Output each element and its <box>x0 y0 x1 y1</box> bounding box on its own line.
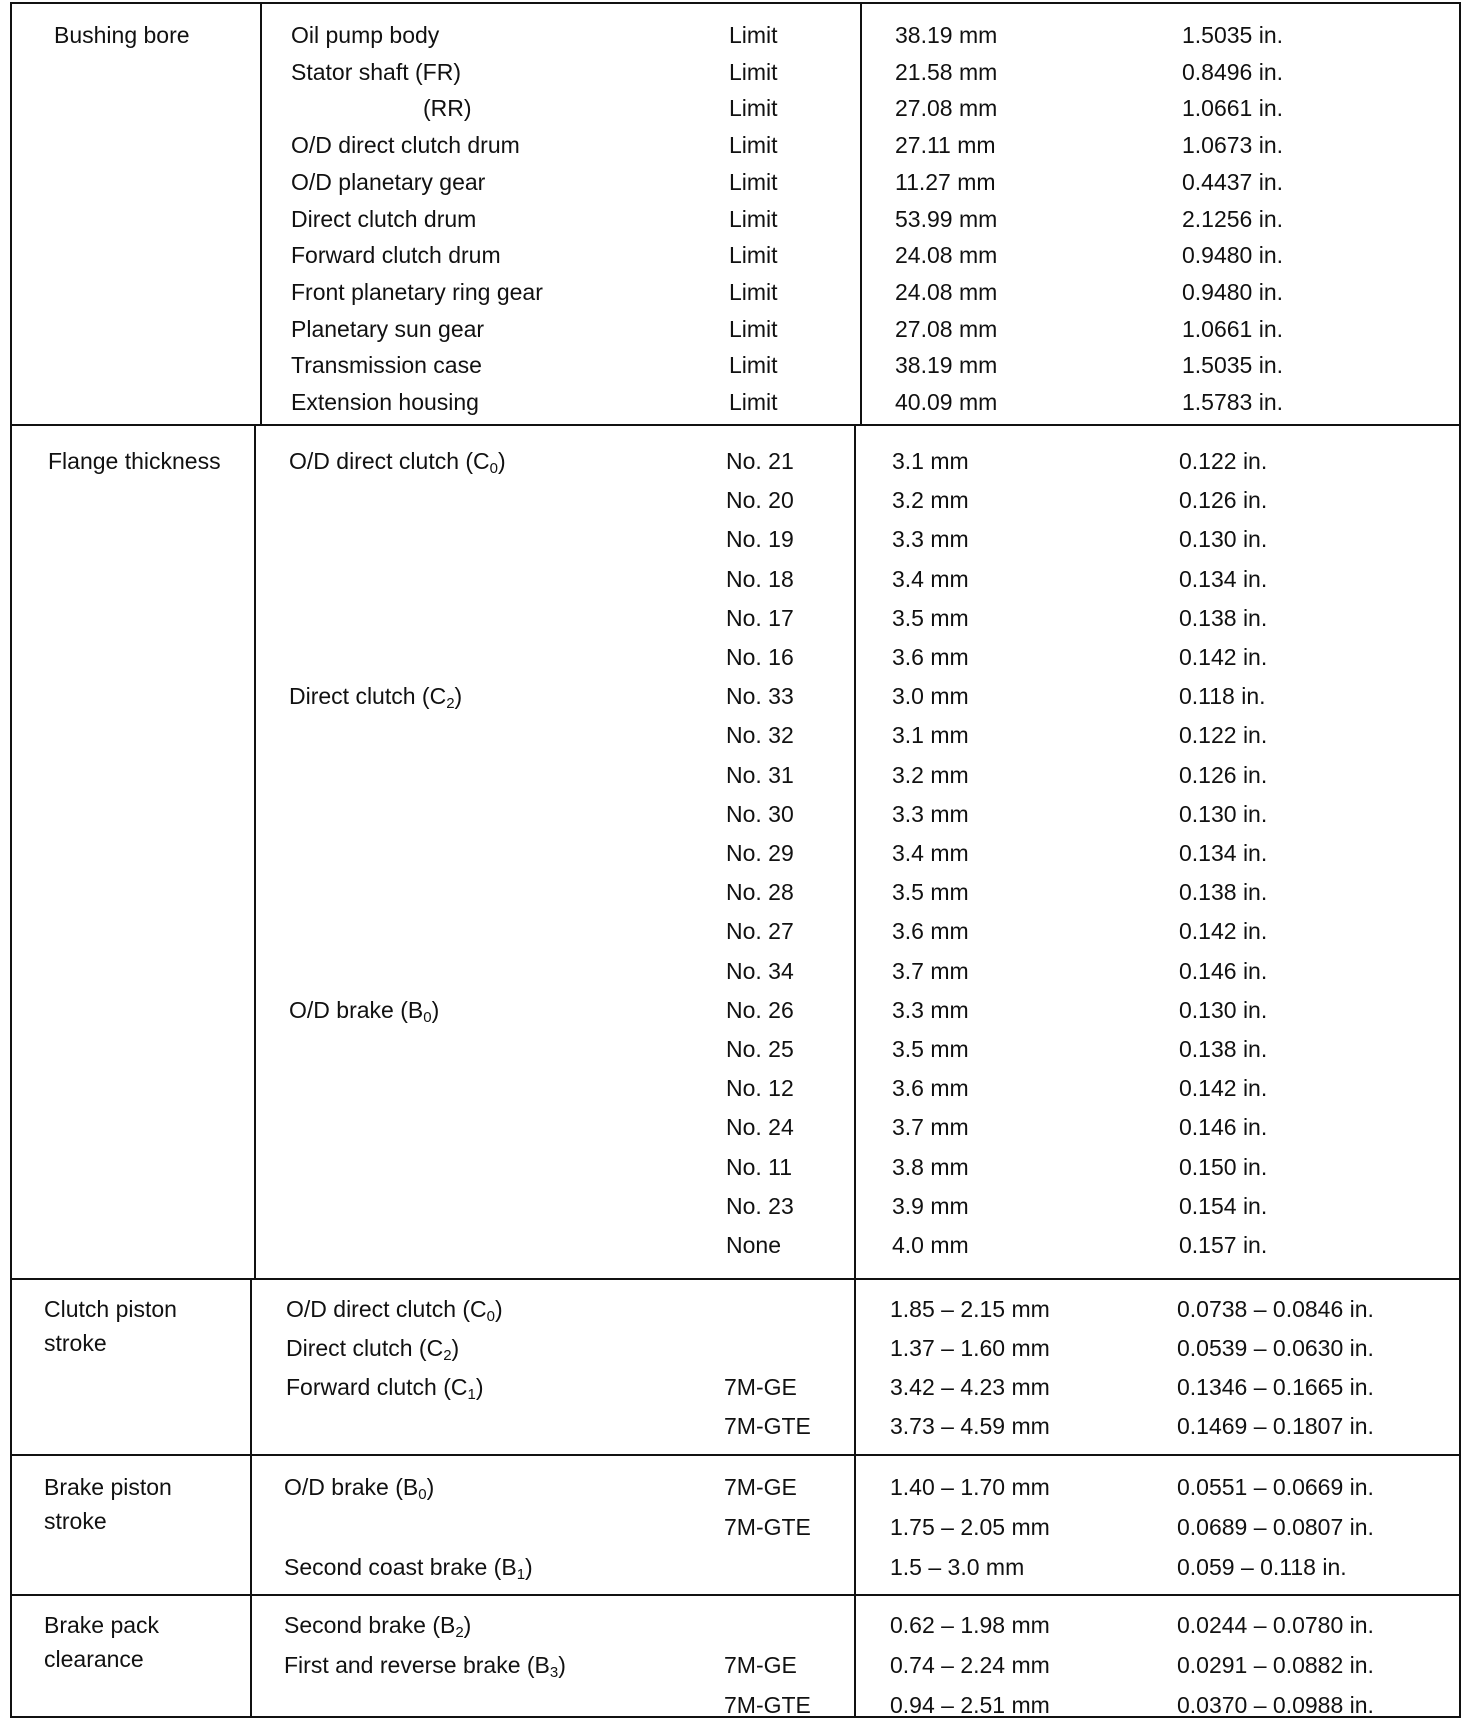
value-mm: 24.08 mm <box>895 279 998 305</box>
item-subscript: 2 <box>446 695 455 712</box>
spec-label: No. 30 <box>726 801 794 827</box>
spec-label: No. 20 <box>726 487 794 513</box>
value-in: 0.0689 – 0.0807 in. <box>1177 1514 1374 1540</box>
item-text-end: ) <box>558 1652 566 1678</box>
item-text: O/D direct clutch (C <box>289 448 490 474</box>
value-mm: 3.1 mm <box>892 448 969 474</box>
value-in: 0.4437 in. <box>1182 169 1284 195</box>
value-mm: 40.09 mm <box>895 389 998 415</box>
value-mm: 1.75 – 2.05 mm <box>890 1514 1050 1540</box>
value-mm: 3.3 mm <box>892 997 969 1023</box>
value-in: 0.9480 in. <box>1182 279 1284 305</box>
column-divider <box>860 4 862 424</box>
value-mm: 3.4 mm <box>892 840 969 866</box>
value-mm: 21.58 mm <box>895 59 998 85</box>
value-in: 0.118 in. <box>1179 683 1266 709</box>
value-mm: 3.3 mm <box>892 526 969 552</box>
item-name <box>289 997 439 1024</box>
value-in: 2.1256 in. <box>1182 206 1284 232</box>
item-name <box>286 1296 503 1323</box>
value-in: 0.146 in. <box>1179 1114 1268 1140</box>
item-text: Planetary sun gear <box>291 316 485 342</box>
value-in: 0.142 in. <box>1179 918 1268 944</box>
item-text-end: ) <box>525 1554 533 1580</box>
value-in: 0.0738 – 0.0846 in. <box>1177 1296 1374 1322</box>
value-in: 0.0551 – 0.0669 in. <box>1177 1474 1374 1500</box>
item-name <box>289 683 462 710</box>
spec-label: Limit <box>729 206 778 232</box>
spec-label: Limit <box>729 316 778 342</box>
item-name <box>289 448 506 475</box>
spec-label: 7M-GE <box>724 1374 797 1400</box>
value-mm: 38.19 mm <box>895 22 998 48</box>
item-text: Forward clutch drum <box>291 242 501 268</box>
value-in: 1.5035 in. <box>1182 22 1284 48</box>
value-mm: 27.08 mm <box>895 316 998 342</box>
value-mm: 3.42 – 4.23 mm <box>890 1374 1050 1400</box>
value-in: 1.0673 in. <box>1182 132 1284 158</box>
item-name <box>284 1652 566 1679</box>
spec-label: Limit <box>729 279 778 305</box>
item-name <box>291 59 461 86</box>
value-in: 0.9480 in. <box>1182 242 1284 268</box>
item-text-end: ) <box>451 1335 460 1361</box>
spec-label: Limit <box>729 169 778 195</box>
item-text: O/D planetary gear <box>291 169 486 195</box>
item-text: Second brake (B <box>284 1612 456 1638</box>
spec-label: No. 16 <box>726 644 794 670</box>
spec-label: No. 19 <box>726 526 794 552</box>
value-mm: 53.99 mm <box>895 206 998 232</box>
item-text: O/D brake (B <box>289 997 424 1023</box>
spec-label: 7M-GTE <box>724 1514 811 1540</box>
value-in: 0.126 in. <box>1179 762 1268 788</box>
value-mm: 1.37 – 1.60 mm <box>890 1335 1050 1361</box>
spec-label: No. 32 <box>726 722 794 748</box>
value-in: 0.150 in. <box>1179 1154 1268 1180</box>
value-mm: 3.73 – 4.59 mm <box>890 1413 1050 1439</box>
value-mm: 3.7 mm <box>892 1114 969 1140</box>
value-mm: 0.94 – 2.51 mm <box>890 1692 1050 1718</box>
item-name <box>291 316 484 343</box>
spec-label: No. 34 <box>726 958 794 984</box>
category-label: Bushing bore <box>54 22 190 48</box>
item-name <box>284 1554 533 1581</box>
item-text-end: ) <box>426 1474 435 1500</box>
value-mm: 3.6 mm <box>892 1075 969 1101</box>
item-subscript: 3 <box>549 1664 559 1681</box>
value-in: 0.8496 in. <box>1182 59 1284 85</box>
value-in: 0.122 in. <box>1179 448 1268 474</box>
value-in: 0.142 in. <box>1179 644 1268 670</box>
value-in: 0.154 in. <box>1179 1193 1268 1219</box>
value-mm: 3.6 mm <box>892 918 969 944</box>
value-mm: 3.2 mm <box>892 762 969 788</box>
item-subscript: 0 <box>423 1009 432 1026</box>
column-divider <box>254 426 256 1278</box>
spec-label: No. 11 <box>726 1154 793 1180</box>
spec-label: None <box>726 1232 781 1258</box>
item-subscript: 2 <box>455 1624 464 1641</box>
category-label: Brake piston stroke <box>44 1474 172 1534</box>
value-mm: 3.2 mm <box>892 487 969 513</box>
item-text: (RR) <box>423 95 472 121</box>
value-in: 0.134 in. <box>1179 566 1268 592</box>
value-mm: 24.08 mm <box>895 242 998 268</box>
value-in: 0.138 in. <box>1179 1036 1268 1062</box>
column-divider <box>854 1280 856 1454</box>
value-mm: 27.08 mm <box>895 95 998 121</box>
item-text-end: ) <box>431 997 440 1023</box>
table-section <box>10 1278 1461 1456</box>
item-name <box>284 1474 434 1501</box>
value-in: 0.134 in. <box>1179 840 1268 866</box>
item-text: O/D direct clutch drum <box>291 132 520 158</box>
item-text: First and reverse brake (B <box>284 1652 550 1678</box>
item-subscript: 0 <box>418 1486 427 1503</box>
value-mm: 3.0 mm <box>892 683 969 709</box>
spec-label: Limit <box>729 95 778 121</box>
item-name <box>423 95 472 122</box>
column-divider <box>854 1596 856 1716</box>
item-name <box>291 206 476 233</box>
spec-label: No. 27 <box>726 918 794 944</box>
value-mm: 4.0 mm <box>892 1232 969 1258</box>
item-text-end: ) <box>495 1296 503 1322</box>
spec-label: 7M-GE <box>724 1474 797 1500</box>
item-text: Stator shaft (FR) <box>291 59 461 85</box>
spec-label: No. 29 <box>726 840 794 866</box>
item-text: Oil pump body <box>291 22 440 48</box>
value-mm: 3.1 mm <box>892 722 969 748</box>
item-subscript: 0 <box>486 1308 495 1325</box>
value-in: 0.142 in. <box>1179 1075 1268 1101</box>
item-subscript: 2 <box>443 1347 452 1364</box>
value-mm: 3.3 mm <box>892 801 969 827</box>
item-text: Forward clutch (C <box>286 1374 468 1400</box>
item-text: Direct clutch (C <box>286 1335 444 1361</box>
spec-label: 7M-GE <box>724 1652 797 1678</box>
category-label: Clutch piston stroke <box>44 1296 177 1356</box>
value-mm: 1.85 – 2.15 mm <box>890 1296 1050 1322</box>
item-name <box>286 1374 484 1401</box>
value-mm: 3.6 mm <box>892 644 969 670</box>
item-text: Second coast brake (B <box>284 1554 517 1580</box>
spec-label: No. 23 <box>726 1193 794 1219</box>
value-mm: 3.7 mm <box>892 958 969 984</box>
column-divider <box>854 426 856 1278</box>
spec-label: No. 31 <box>726 762 794 788</box>
spec-label: Limit <box>729 352 778 378</box>
spec-label: 7M-GTE <box>724 1692 811 1718</box>
value-mm: 3.5 mm <box>892 1036 969 1062</box>
item-text-end: ) <box>498 448 506 474</box>
value-mm: 27.11 mm <box>895 132 996 158</box>
item-text-end: ) <box>475 1374 484 1400</box>
spec-label: 7M-GTE <box>724 1413 811 1439</box>
value-mm: 3.5 mm <box>892 879 969 905</box>
item-name <box>286 1335 459 1362</box>
value-in: 0.138 in. <box>1179 605 1268 631</box>
value-mm: 0.74 – 2.24 mm <box>890 1652 1050 1678</box>
value-in: 0.138 in. <box>1179 879 1268 905</box>
spec-label: Limit <box>729 132 778 158</box>
category-label: Flange thickness <box>48 448 221 474</box>
item-text-end: ) <box>463 1612 472 1638</box>
spec-label: Limit <box>729 59 778 85</box>
value-in: 1.5783 in. <box>1182 389 1284 415</box>
spec-label: Limit <box>729 242 778 268</box>
item-text: Extension housing <box>291 389 479 415</box>
value-mm: 1.5 – 3.0 mm <box>890 1554 1025 1580</box>
value-in: 0.122 in. <box>1179 722 1268 748</box>
column-divider <box>260 4 262 424</box>
spec-label: Limit <box>729 389 778 415</box>
table-section <box>10 1454 1461 1596</box>
value-in: 0.0370 – 0.0988 in. <box>1177 1692 1374 1718</box>
column-divider <box>854 1456 856 1594</box>
item-name <box>291 132 520 159</box>
value-in: 0.126 in. <box>1179 487 1268 513</box>
value-in: 0.146 in. <box>1179 958 1268 984</box>
spec-label: No. 24 <box>726 1114 794 1140</box>
item-subscript: 1 <box>516 1566 526 1583</box>
spec-label: No. 28 <box>726 879 794 905</box>
value-mm: 1.40 – 1.70 mm <box>890 1474 1050 1500</box>
value-in: 0.0291 – 0.0882 in. <box>1177 1652 1374 1678</box>
value-in: 0.0244 – 0.0780 in. <box>1177 1612 1374 1638</box>
item-text: O/D direct clutch (C <box>286 1296 487 1322</box>
spec-label: No. 18 <box>726 566 794 592</box>
value-in: 0.157 in. <box>1179 1232 1268 1258</box>
spec-label: Limit <box>729 22 778 48</box>
spec-label: No. 17 <box>726 605 794 631</box>
item-name <box>291 352 482 379</box>
item-text: Transmission case <box>291 352 482 378</box>
item-text: O/D brake (B <box>284 1474 419 1500</box>
column-divider <box>250 1280 252 1454</box>
value-mm: 3.4 mm <box>892 566 969 592</box>
spec-table <box>10 2 1461 1718</box>
value-in: 0.0539 – 0.0630 in. <box>1177 1335 1374 1361</box>
spec-label: No. 26 <box>726 997 794 1023</box>
spec-label: No. 12 <box>726 1075 794 1101</box>
value-in: 0.130 in. <box>1179 801 1268 827</box>
value-mm: 3.9 mm <box>892 1193 969 1219</box>
item-name <box>291 242 501 269</box>
value-mm: 3.5 mm <box>892 605 969 631</box>
value-in: 1.0661 in. <box>1182 95 1284 121</box>
category-label: Brake pack clearance <box>44 1612 160 1672</box>
spec-label: No. 33 <box>726 683 794 709</box>
value-mm: 3.8 mm <box>892 1154 969 1180</box>
value-in: 0.1346 – 0.1665 in. <box>1177 1374 1374 1400</box>
value-in: 0.130 in. <box>1179 526 1268 552</box>
value-in: 1.0661 in. <box>1182 316 1284 342</box>
item-name <box>284 1612 471 1639</box>
table-section <box>10 2 1461 426</box>
value-mm: 11.27 mm <box>895 169 996 195</box>
value-in: 1.5035 in. <box>1182 352 1284 378</box>
column-divider <box>250 1596 252 1716</box>
item-name <box>291 22 439 49</box>
table-section <box>10 424 1461 1280</box>
item-text-end: ) <box>454 683 463 709</box>
value-in: 0.059 – 0.118 in. <box>1177 1554 1347 1580</box>
item-name <box>291 169 485 196</box>
spec-label: No. 21 <box>726 448 794 474</box>
value-mm: 38.19 mm <box>895 352 998 378</box>
spec-label: No. 25 <box>726 1036 794 1062</box>
value-in: 0.1469 – 0.1807 in. <box>1177 1413 1374 1439</box>
table-section <box>10 1594 1461 1718</box>
item-name <box>291 389 479 416</box>
item-text: Direct clutch drum <box>291 206 477 232</box>
item-subscript: 0 <box>489 460 498 477</box>
item-text: Front planetary ring gear <box>291 279 543 305</box>
item-subscript: 1 <box>467 1386 476 1403</box>
item-text: Direct clutch (C <box>289 683 447 709</box>
item-name <box>291 279 543 306</box>
value-mm: 0.62 – 1.98 mm <box>890 1612 1050 1638</box>
column-divider <box>250 1456 252 1594</box>
value-in: 0.130 in. <box>1179 997 1268 1023</box>
